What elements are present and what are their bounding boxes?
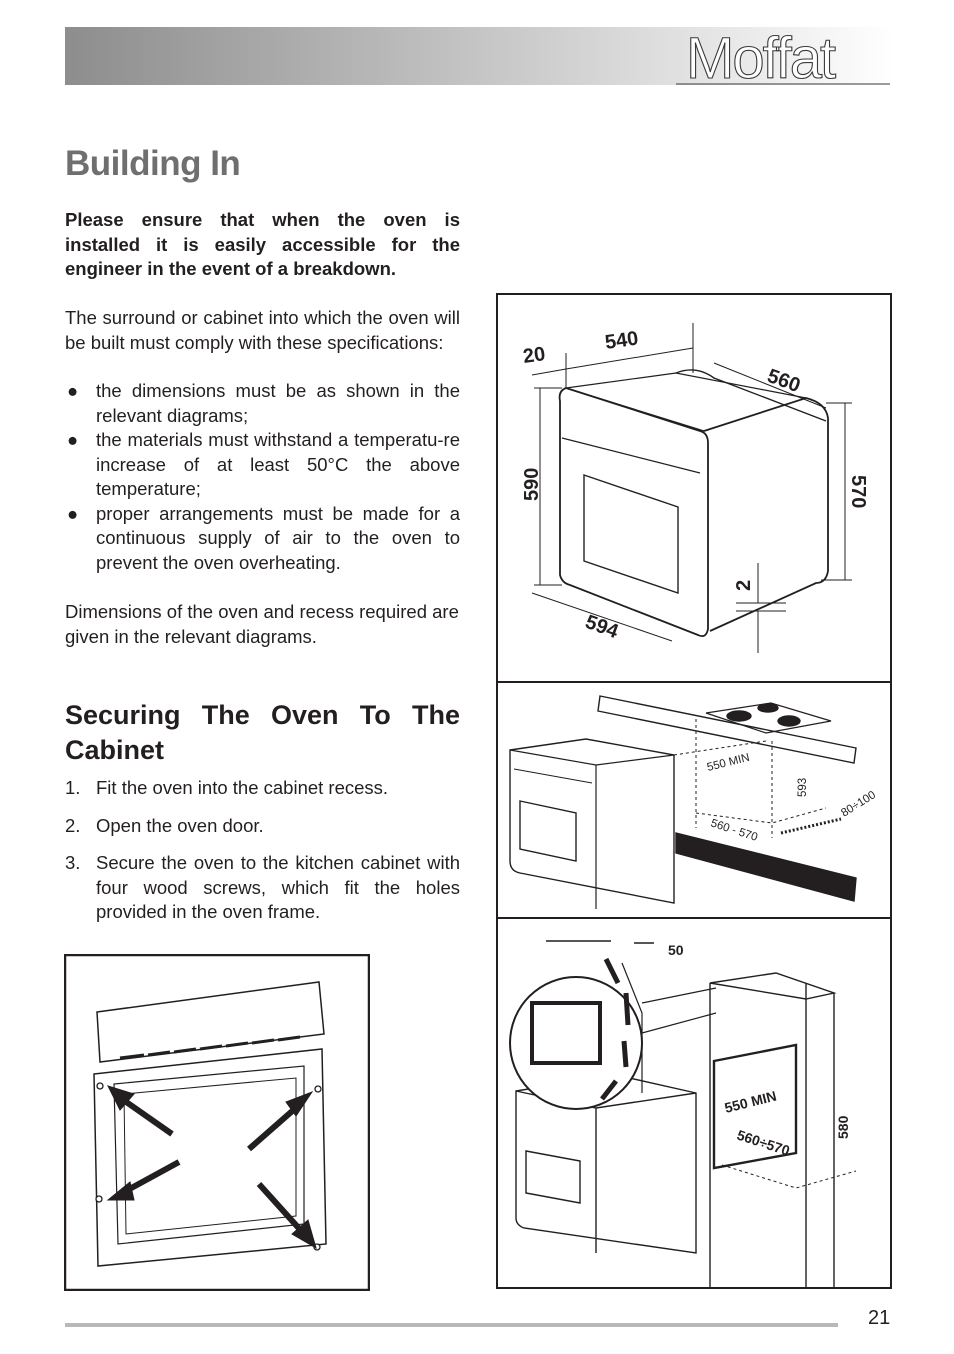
requirements-list (65, 379, 460, 575)
dimension-label: 550 MIN (705, 751, 751, 774)
dimension-label: 560÷570 (735, 1126, 792, 1159)
dimension-label: 20 (521, 343, 547, 368)
step-item: 2. Open the oven door. (65, 814, 264, 836)
oven-dimension-diagram (560, 370, 828, 636)
dimensions-note: Dimensions of the oven and recess required are given in the relevant diagrams. (65, 601, 459, 647)
dimension-label: 560 (764, 365, 804, 398)
dimension-label: 560 - 570 (709, 817, 760, 844)
section-title: Securing The Oven To The Cabinet (65, 700, 460, 765)
dimension-label: 550 MIN (722, 1087, 779, 1116)
under-hob-diagram (510, 696, 856, 909)
dimension-label: 2 (733, 579, 755, 591)
dimensions-figure (496, 293, 892, 1289)
dimension-label: 594 (582, 611, 622, 644)
page-number: 21 (868, 1307, 891, 1329)
intro-text: The surround or cabinet into which the oven will be built must comply with these specifications: (65, 307, 460, 353)
oven-frame-figure (64, 954, 370, 1291)
dimension-lines (532, 323, 852, 653)
dimension-label: 80÷100 (839, 789, 879, 820)
screw-hole-arrows (108, 1086, 316, 1248)
step-item: 3. Secure the oven to the kitchen cabinet with four wood screws, which fit the holes provided in the oven frame. (65, 852, 460, 922)
dimension-label: 593 (797, 777, 809, 797)
svg-text:Moffat: Moffat (686, 26, 835, 91)
list-item: ● the dimensions must be as shown in the relevant diagrams; (67, 380, 460, 426)
moffat-logo (672, 14, 892, 100)
dimension-label: 540 (603, 327, 640, 354)
dimension-label: 590 (521, 467, 543, 501)
page-title: Building In (65, 144, 241, 183)
footer-rule (65, 1323, 838, 1327)
dimension-label: 50 (668, 942, 684, 958)
warning-text: Please ensure that when the oven is installed it is easily accessible for the engineer in the event of a breakdown. (65, 209, 460, 279)
list-item: ● proper arrangements must be made for a continuous supply of air to the oven to prevent the oven overheating. (67, 502, 460, 573)
step-item: 1. Fit the oven into the cabinet recess. (65, 777, 389, 798)
steps-list (65, 776, 460, 938)
column-unit-diagram (510, 941, 856, 1289)
list-item: ● the materials must withstand a temperatu-re increase of at least 50°C the above temperature; (67, 429, 460, 499)
dimension-label: 580 (835, 1115, 851, 1139)
dimension-label: 570 (847, 475, 869, 509)
